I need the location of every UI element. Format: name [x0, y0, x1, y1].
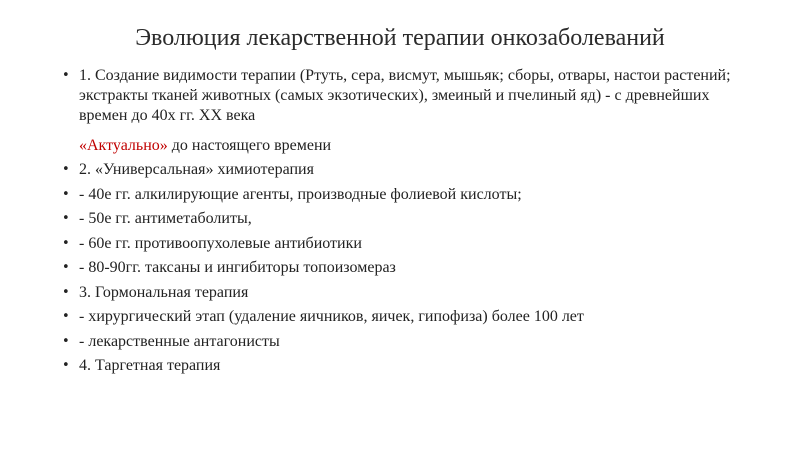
list-item-text: 4. Таргетная терапия [79, 357, 221, 374]
list-item [62, 160, 742, 180]
bullet-icon: • [62, 235, 70, 251]
bullet-icon: • [62, 333, 70, 349]
bullet-list [62, 66, 742, 381]
list-item-text: - 50е гг. антиметаболиты, [79, 210, 252, 227]
list-item-text: 2. «Универсальная» химиотерапия [79, 161, 314, 178]
list-item-text: - 60е гг. противоопухолевые антибиотики [79, 234, 362, 252]
list-item [62, 356, 742, 376]
list-item [62, 258, 742, 278]
list-item [62, 307, 742, 327]
list-item-text: - 40е гг. алкилирующие агенты, производные фолиевой кислоты; [79, 185, 522, 203]
bullet-icon: • [62, 186, 70, 202]
bullet-icon: • [62, 260, 70, 275]
note-text: до настоящего времени [167, 137, 332, 154]
bullet-icon: • [62, 211, 70, 226]
list-item-text: - хирургический этап (удаление яичников, яичек, гипофиза) более 100 лет [79, 308, 584, 325]
list-item [62, 209, 742, 229]
slide-title: Эволюция лекарственной терапии онкозаболеваний [135, 25, 665, 51]
list-item [62, 332, 742, 352]
list-item [62, 185, 742, 205]
highlight-text: «Актуально» [79, 137, 168, 154]
actuality-note [62, 136, 742, 156]
list-item-text: 1. Создание видимости терапии (Ртуть, сера, висмут, мышьяк; сборы, отвары, настои растений; экстракты тканей животных (самых экзотических), змеиный и пчелиный яд) - с древнейших времен до 40х гг. XX века [79, 67, 731, 124]
bullet-icon: • [62, 68, 70, 83]
list-item-text: - лекарственные антагонисты [79, 332, 280, 350]
bullet-icon: • [62, 162, 70, 177]
bullet-icon: • [62, 284, 70, 300]
list-item [62, 283, 742, 303]
list-item [62, 234, 742, 254]
list-item-text: 3. Гормональная терапия [79, 283, 249, 301]
bullet-icon: • [62, 358, 70, 373]
bullet-icon: • [62, 309, 70, 324]
list-item-1 [62, 66, 742, 126]
list-item-text: - 80-90гг. таксаны и ингибиторы топоизомераз [79, 259, 396, 276]
